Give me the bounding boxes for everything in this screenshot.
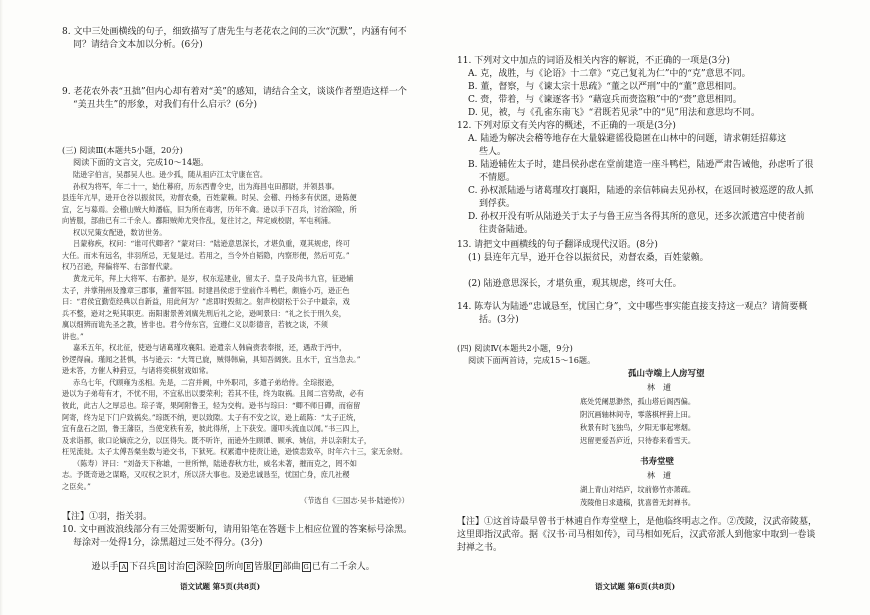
passage-line: 曰：“君侯宜勤览经典以自新益，用此何为？”虑即时毁彻之。射声校尉松于公子中最亲，戏 — [62, 297, 350, 307]
passage-line: 陆逊字伯言，吴郡吴人也。逊少孤，随从祖庐江太守康在官。 — [73, 170, 268, 179]
q12-option: 到俘获。 — [479, 199, 516, 209]
q11-option: D. 见，被，与《孔雀东南飞》“君既若见录”中的“见”用法和意思均不同。 — [468, 108, 761, 118]
q12-option: 些人。 — [479, 147, 507, 157]
section-4-intro: 阅读下面两首诗，完成15～16题。 — [468, 355, 596, 365]
q10-lead: 逊以手 — [91, 562, 119, 572]
passage-line: 权以兄策女配逊，数访世务。 — [73, 227, 167, 237]
passage-line: 及求诣都，欲口论嫡庶之分，以匡得失。既不听许，而逊外生顾谭、顾承、姚信，并以亲附太子， — [62, 435, 372, 445]
q9-line-2: “美丑共生”的形象，对我们有什么启示？(6分) — [73, 100, 257, 110]
passage-note: 【注】①羽，指关羽。 — [62, 512, 153, 522]
passage-line: 黄龙元年，拜上大将军、右都护。是岁，权东巡建业，留太子、皇子及尚书九官，征逊辅 — [73, 273, 354, 283]
q10-option-row — [80, 553, 375, 581]
passage-source: （节选自《三国志·吴书·陆逊传》） — [300, 496, 409, 505]
option-box-f[interactable]: F — [274, 563, 280, 571]
q12-option: D. 孙权开没有听从陆逊关于太子与鲁王应当各得其所的意见，还多次派遣宫中使者前 — [468, 212, 805, 222]
passage-line: 吕蒙称疾，权问：“谁可代卿者？”蒙对曰：“陆逊意思深长，才堪负重，观其规虑，终可 — [73, 239, 350, 249]
passage-line: 大任。而未有远名，非羽所忌，无复是过。若用之，当令外自韬隐，内察形便，然后可克。” — [62, 250, 350, 260]
option-text: 已有二千余人。 — [311, 562, 375, 572]
option-box-c[interactable]: C — [187, 563, 193, 571]
poem2-line: 茂陵他日求遗稿，犹喜曾无封禅书。 — [580, 498, 696, 507]
q10-line-2: 每涂对一处得1分，涂黑超过三处不得分。(3分) — [73, 538, 263, 548]
passage-line: 向皆服，部曲已有二千余人。鄱阳贼帅尤突作乱，复往讨之，拜定威校尉，军屯利浦。 — [62, 216, 336, 226]
q14-line: 14. 陈寿认为陆逊“忠诚恳至，忧国亡身”，文中哪些事实能直接支持这一观点？请简要概 — [457, 302, 808, 312]
q12-stem: 12. 下列对原文有关内容的概述，不正确的一项是(3分) — [457, 121, 676, 131]
q13-sentence: (1) 县连年亢旱，逊开仓谷以振贫民，劝督农桑，百姓蒙赖。 — [468, 253, 709, 263]
q11-option: A. 克，战胜，与《论语》十二章》“克己复礼为仁”中的“克”意思不同。 — [468, 69, 751, 79]
option-text: 深险 — [195, 562, 214, 572]
passage-line: 太子，并掌荆州及豫章三郡事，董督军国。时建昌侯虑于堂前作斗鸭栏，颇施小巧，逊正色 — [62, 285, 350, 295]
passage-line: 县连年亢旱，逊开仓谷以振贫民，劝督农桑，百姓蒙赖。时吴、会稽、丹杨多有伏匿，逊陈便 — [62, 193, 357, 203]
passage-line: 兵不整，逊对之髡其职吏。南阳谢景善刘廙先刑后礼之论，逊呵景曰：“礼之长于刑久矣， — [62, 308, 346, 318]
option-box-b[interactable]: B — [159, 563, 164, 571]
option-box-d[interactable]: D — [216, 563, 223, 571]
poem1-line: 秋景有时飞独鸟，夕阳无事起寒烟。 — [580, 423, 696, 432]
right-page — [435, 0, 870, 615]
passage-line: 讲也。” — [62, 331, 84, 341]
passage-line: 枉见流徙。太子太傅吾粲坐数与逊交书，下狱死。权累遣中使责让逊，逊愤恚致卒，时年六十三，家无余财。 — [62, 447, 408, 457]
q12-option: C. 孙权派陆逊与诸葛瑾攻打襄阳，陆逊的亲信韩扁去见孙权，在返回时被巡逻的敌人抓 — [468, 186, 814, 196]
passage-line: 廙以细辨而诡先圣之教，皆非也。君今侍东宫，宜遵仁义以彰德音，若彼之谈，不须 — [62, 320, 328, 330]
poem1-line: 迟留更爱吾庐近，只待春来看雪天。 — [580, 436, 696, 445]
poem2-line: 湖上青山对结庐，坟前修竹亦萧疏。 — [580, 485, 696, 494]
q13-stem: 13. 请把文中画横线的句子翻译成现代汉语。(8分) — [457, 240, 658, 250]
q12-option: A. 陆逊为解决会稽等地存在大量躲避徭役隐匿在山林中的问题，请求朝廷招募这 — [468, 134, 787, 144]
section-3-intro: 阅读下面的文言文，完成10～14题。 — [73, 157, 209, 167]
passage-line: 志。予既奇逊之谋略，又叹权之识才，所以济大事也。及逊忠诚恳至，忧国亡身，庶几社稷 — [62, 470, 350, 480]
poem1-line: 底处凭阑思渺然，孤山塔后阁西偏。 — [580, 397, 696, 406]
poem2-title: 书寿堂壁 — [640, 457, 675, 467]
q12-option: 不情愿。 — [479, 173, 516, 183]
option-text: 讨治 — [166, 562, 185, 572]
q11-option: C. 赍，带着，与《谏逐客书》“藉寇兵而赍盗粮”中的“赍”意思相同。 — [468, 95, 742, 105]
page-footer-left: 语文试题 第5页(共8页) — [180, 582, 261, 591]
q11-option: B. 董，督察，与《谏太宗十思疏》“董之以严刑”中的“董”意思相同。 — [468, 82, 742, 92]
passage-line: 孙权为将军，年二十一，始仕幕府，历东西曹令史，出为海昌屯田都尉，并领县事。 — [73, 181, 339, 191]
option-text: 下召兵 — [129, 562, 157, 572]
poem1-line: 阴沉画轴林间寺，零落棋枰葑上田。 — [580, 410, 696, 419]
passage-line: 钞逻得扁。瑾闻之甚惧，书与逊云：“大驾已旋，贼得韩扁，具知吾阔狭。且水干，宜当急去。” — [62, 354, 361, 364]
poem1-title: 孤山寺端上人房写望 — [628, 369, 705, 379]
option-text: 皆服 — [253, 562, 272, 572]
q9-line-1: 9. 老花农外表“丑拙”但内心却有着对“美”的感知，请结合全文，谈谈作者塑造这样一个 — [62, 87, 407, 97]
passage-line: 彼此，此古人之厚忌也。琮子寄，果阿附鲁王，轻为交构。逊书与琮曰：“卿不师日磾，而宿留 — [62, 401, 361, 410]
poem2-author: 林 逋 — [647, 471, 671, 480]
q12-option: 往责备陆逊。 — [479, 225, 534, 235]
option-text: 部曲 — [282, 562, 301, 572]
passage-line: 宜有盘石之固，鲁王藩臣，当使宠秩有差，彼此得所，上下获安。谨叩头流血以闻。”书三四上， — [62, 424, 364, 434]
q10-line-1: 10. 文中画波浪线部分有三处需要断句，请用铅笔在答题卡上相应位置的答案标号涂黑。 — [62, 525, 413, 535]
poem-note-line: 【注】①这首诗最早曾书于林逋自作寿堂壁上，是他临终明志之作。②茂陵，汉武帝陵墓， — [457, 517, 818, 527]
passage-line: 宜，乞与募焉。会稽山贼大帅潘临，旧为所在毒害，历年不禽。逊以手下召兵，讨治深险，所 — [62, 204, 357, 214]
option-box-e[interactable]: E — [246, 563, 251, 571]
section-3-heading: (三) 阅读Ⅲ(本题共5小题，20分) — [62, 145, 183, 155]
poem1-author: 林 逋 — [647, 383, 671, 392]
passage-line: 逊以为子弟苟有才，不忧不用，不宜私出以要荣利；若其不佳，终为取祸。且闻二宫势敌，必有 — [62, 389, 364, 399]
option-box-g[interactable]: G — [303, 563, 309, 571]
passage-line: 赤乌七年，代顾雍为丞相。先是，二宫并阙，中外职司，多遣子弟给侍。全琮报逊， — [73, 377, 339, 387]
q11-stem: 11. 下列对文中加点的词语及相关内容的解说，不正确的一项是(3分) — [457, 56, 730, 66]
poem-note-line: 这里即指汉武帝。据《汉书·司马相如传》，司马相如死后，汉武帝派人到他家中取到一卷谈 — [457, 530, 816, 540]
page-footer-right: 语文试题 第6页(共8页) — [595, 582, 676, 591]
passage-line: 权乃召逊，拜偏将军、右部督代蒙。 — [62, 262, 178, 272]
passage-line: （陈寿）评曰：“刘备天下称雄，一世所惮，陆逊春秋方壮，威名未著，摧而克之，罔不如 — [73, 458, 357, 468]
q8-line-2: 同？请结合文本加以分析。(6分) — [73, 40, 203, 50]
scan-edge — [0, 0, 3, 615]
passage-line: 嘉禾五年，权北征，使逊与诸葛瑾攻襄阳。逊遣亲人韩扁赍表奉报，还，遇敌于沔中， — [73, 343, 347, 353]
q13-sentence: (2) 陆逊意思深长，才堪负重，观其规虑，终可大任。 — [468, 279, 682, 289]
option-text: 所向 — [225, 562, 244, 572]
passage-line: 阿寄，终为足下门户致祸矣。”琮既不纳，更以致隙。太子有不安之议，逊上疏陈：“太子正统， — [62, 412, 361, 422]
q8-line-1: 8. 文中三处画横线的句子，细致描写了唐先生与老花农之间的三次“沉默”，内涵有何不 — [62, 27, 407, 37]
option-box-a[interactable]: A — [121, 563, 127, 571]
passage-line: 之臣矣。” — [62, 481, 91, 491]
q14-line: 括。(3分) — [479, 315, 519, 325]
q12-option: B. 陆逊辅佐太子时，建昌侯孙虑在堂前建造一座斗鸭栏，陆逊严肃告诫他，孙虑听了很 — [468, 160, 814, 170]
section-4-heading: (四) 阅读Ⅳ(本题共2小题，9分) — [457, 343, 573, 353]
passage-line: 逊未答，方催人种葑豆，与诸将奕棋射戏如常。 — [62, 366, 213, 376]
poem-note-line: 封禅之书。 — [457, 543, 503, 553]
